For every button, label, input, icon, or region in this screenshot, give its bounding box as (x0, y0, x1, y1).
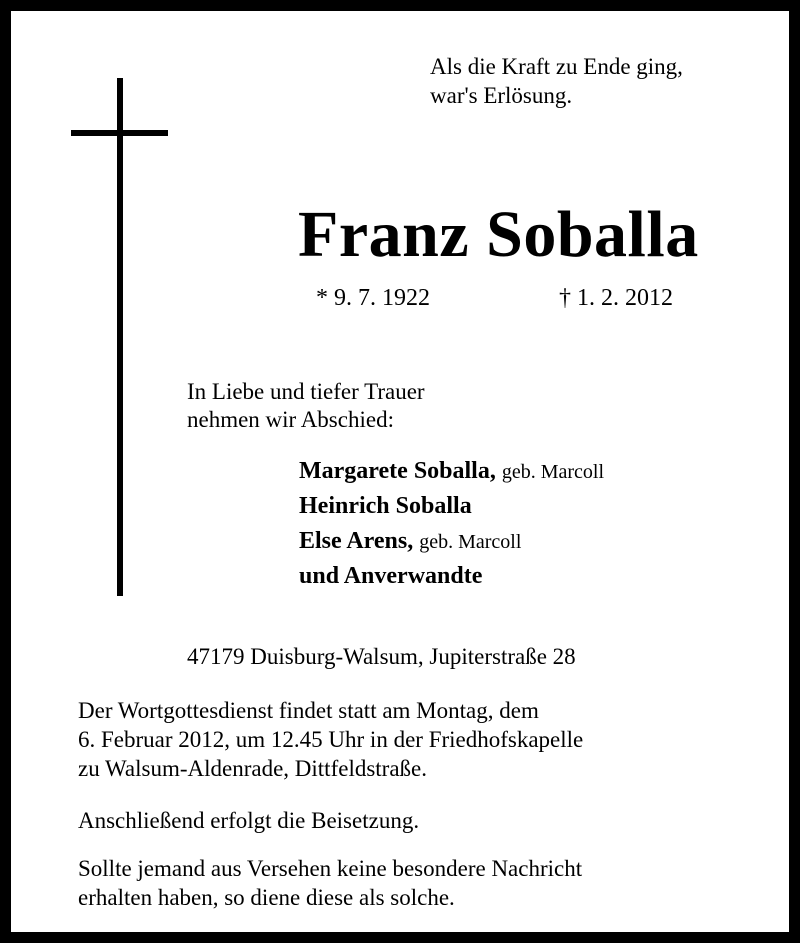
address: 47179 Duisburg-Walsum, Jupiterstraße 28 (187, 644, 576, 669)
mourner (299, 524, 521, 559)
intro-line: nehmen wir Abschied: (187, 407, 394, 432)
notice (78, 854, 582, 912)
service-info (78, 696, 583, 783)
mourner-name: und Anverwandte (299, 563, 483, 589)
mourner-name: Margarete Soballa, (299, 458, 496, 484)
mourner (299, 559, 482, 594)
mourner-suffix: geb. Marcoll (501, 461, 605, 483)
mourner-name: Else Arens, (299, 528, 414, 554)
mourner-name: Heinrich Soballa (299, 493, 472, 519)
mourner (299, 489, 472, 524)
motto-line: Als die Kraft zu Ende ging, (430, 54, 683, 79)
deceased-name: Franz Soballa (298, 198, 699, 271)
cross-icon (117, 78, 123, 596)
intro-line: In Liebe und tiefer Trauer (187, 379, 425, 404)
farewell-intro (187, 378, 425, 434)
mourner (299, 454, 604, 489)
notice-line: Sollte jemand aus Versehen keine besondere Nachricht (78, 856, 583, 881)
service-line: Der Wortgottesdienst findet statt am Montag, dem (78, 698, 539, 723)
burial-info: Anschließend erfolgt die Beisetzung. (78, 808, 420, 833)
service-line: 6. Februar 2012, um 12.45 Uhr in der Friedhofskapelle (78, 727, 584, 752)
death-date: † 1. 2. 2012 (559, 285, 673, 311)
service-line: zu Walsum-Aldenrade, Dittfeldstraße. (78, 756, 427, 781)
cross-icon-bar (71, 130, 168, 136)
birth-date: * 9. 7. 1922 (316, 285, 430, 311)
motto-line: war's Erlösung. (430, 83, 573, 108)
motto (430, 52, 683, 110)
mourner-suffix: geb. Marcoll (419, 531, 522, 553)
notice-line: erhalten haben, so diene diese als solche. (78, 885, 455, 910)
